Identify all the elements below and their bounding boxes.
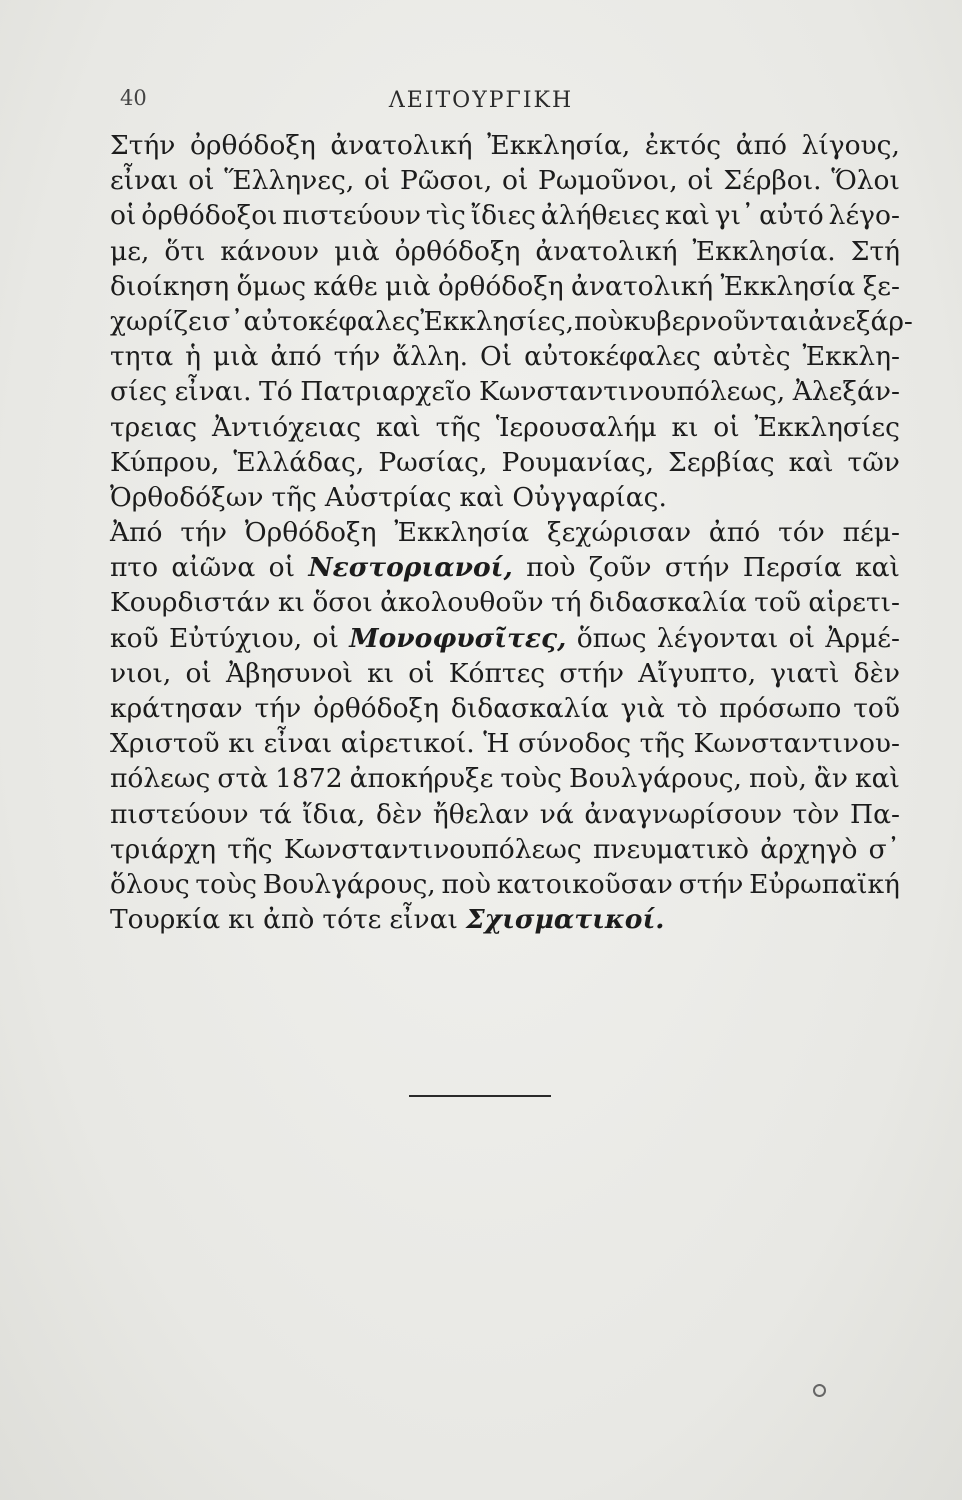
text-line: εἶναι οἱ Ἕλληνες, οἱ Ρῶσοι, οἱ Ρωμοῦνοι, οἱ Σέρβοι. Ὅλοι	[110, 165, 900, 197]
text-line: Κουρδιστάν κι ὅσοι ἀκολουθοῦν τή διδασκαλία τοῦ αἱρετι-	[110, 587, 900, 619]
page-number: 40	[120, 86, 147, 110]
text-line: Στήν ὀρθόδοξη ἀνατολική Ἐκκλησία, ἐκτός ἀπό λίγους,	[110, 130, 900, 161]
text-line: οἱ ὀρθόδοξοι πιστεύουν τὶς ἴδιες ἀλήθειες καὶ γι᾽ αὐτό λέγο-	[110, 200, 900, 232]
text-line: κράτησαν τήν ὀρθόδοξη διδασκαλία γιὰ τὸ πρόσωπο τοῦ	[110, 693, 900, 724]
text-line: Ἀπό τήν Ὀρθόδοξη Ἐκκλησία ξεχώρισαν ἀπό τόν πέμ-	[110, 517, 900, 549]
text-line: Κύπρου, Ἑλλάδας, Ρωσίας, Ρουμανίας, Σερβίας καὶ τῶν	[110, 446, 900, 478]
corner-mark	[813, 1384, 826, 1397]
text-line: ὅλους τοὺς Βουλγάρους, ποὺ κατοικοῦσαν στήν Εὐρωπαϊκή	[110, 868, 900, 900]
text-line: Τουρκία κι ἀπὸ τότε εἶναι Σχισματικοί.	[110, 904, 665, 936]
text-line: τριάρχη τῆς Κωνσταντινουπόλεως πνευματικὸ ἀρχηγὸ σ᾽	[110, 833, 900, 865]
section-rule	[409, 1095, 551, 1097]
text-line: Χριστοῦ κι εἶναι αἱρετικοί. Ἡ σύνοδος τῆς Κωνσταντινου-	[110, 728, 900, 760]
body-text	[110, 128, 913, 937]
running-head: ΛΕΙΤΟΥΡΓΙΚΗ	[388, 88, 574, 113]
text-line: διοίκηση ὅμως κάθε μιὰ ὀρθόδοξη ἀνατολική Ἐκκλησία ξε-	[110, 270, 900, 302]
text-line: νιοι, οἱ Ἀβησυνοὶ κι οἱ Κόπτες στήν Αἴγυπτο, γιατὶ δὲν	[110, 657, 900, 689]
text-line: τρειας Ἀντιόχειας καὶ τῆς Ἱερουσαλήμ κι οἱ Ἐκκλησίες	[110, 411, 900, 443]
text-line: κοῦ Εὐτύχιου, οἱ Μονοφυσῖτες, ὅπως λέγονται οἱ Ἀρμέ-	[110, 622, 900, 654]
text-line: πτο αἰῶνα οἱ Νεστοριανοί, ποὺ ζοῦν στήν Περσία καὶ	[110, 552, 900, 584]
text-line: πιστεύουν τά ἴδια, δὲν ἤθελαν νά ἀναγνωρίσουν τὸν Πα-	[110, 798, 900, 830]
text-line: Ὀρθοδόξων τῆς Αὐστρίας καὶ Οὐγγαρίας.	[110, 481, 667, 513]
text-line: χωρίζει σ᾽αὐτοκέφαλες Ἐκκλησίες, ποὺ κυβερνοῦνται ἀνεξάρ-	[110, 305, 913, 337]
text-line: σίες εἶναι. Τό Πατριαρχεῖο Κωνσταντινουπόλεως, Ἀλεξάν-	[110, 376, 900, 408]
text-line: πόλεως στὰ 1872 ἀποκήρυξε τοὺς Βουλγάρους, ποὺ, ἂν καὶ	[110, 763, 900, 795]
text-line: τητα ἡ μιὰ ἀπό τήν ἄλλη. Οἱ αὐτοκέφαλες αὐτὲς Ἐκκλη-	[110, 341, 900, 373]
text-line: με, ὅτι κάνουν μιὰ ὀρθόδοξη ἀνατολική Ἐκκλησία. Στή	[110, 235, 900, 267]
